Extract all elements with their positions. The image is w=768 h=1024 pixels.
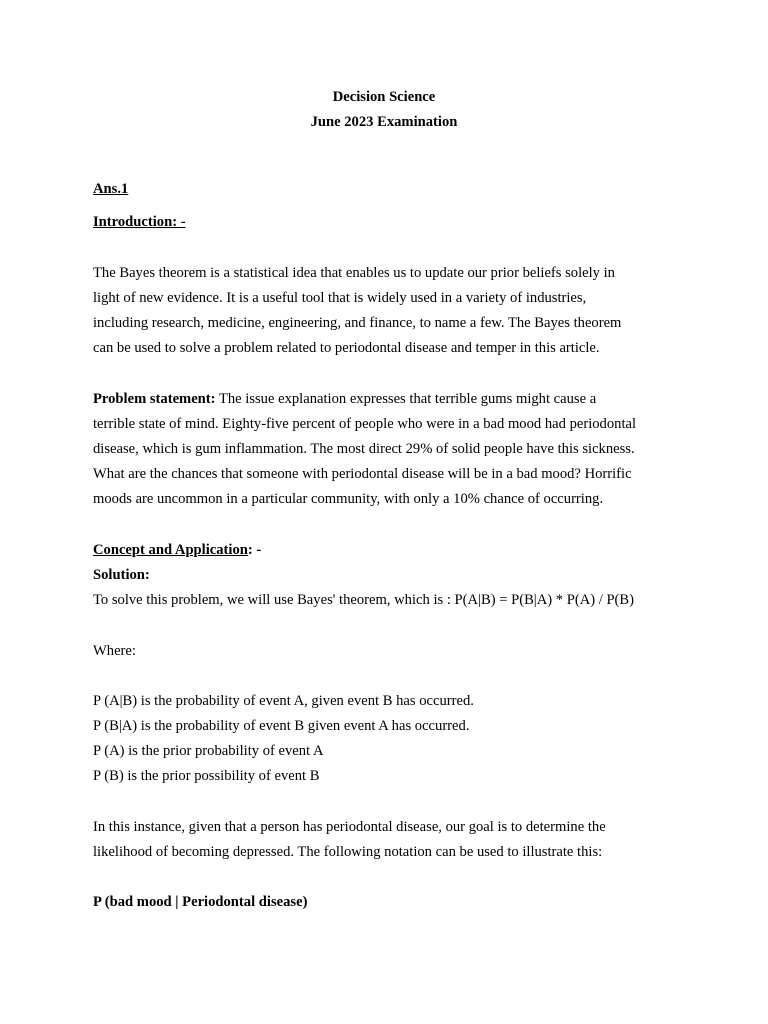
notation-line: P (bad mood | Periodontal disease) <box>93 894 308 910</box>
definition-line: P (B) is the prior possibility of event B <box>93 768 320 784</box>
answer-label: Ans.1 <box>93 181 129 197</box>
instance-line: In this instance, given that a person has periodontal disease, our goal is to determine the <box>93 819 606 835</box>
definition-line: P (A) is the prior probability of event A <box>93 743 324 759</box>
problem-line: disease, which is gum inflammation. The most direct 29% of solid people have this sickness. <box>93 441 635 457</box>
concept-heading-line <box>93 541 261 559</box>
introduction-line: can be used to solve a problem related to periodontal disease and temper in this article. <box>93 340 600 356</box>
where-label: Where: <box>93 643 136 659</box>
problem-statement-first-line <box>93 390 596 408</box>
solution-label: Solution: <box>93 567 150 583</box>
document-title: Decision Science <box>332 89 436 105</box>
problem-line: What are the chances that someone with periodontal disease will be in a bad mood? Horrific <box>93 466 632 482</box>
problem-statement-label: Problem statement: <box>93 391 216 407</box>
introduction-line: light of new evidence. It is a useful tool that is widely used in a variety of industries, <box>93 290 587 306</box>
problem-line: moods are uncommon in a particular community, with only a 10% chance of occurring. <box>93 491 604 507</box>
concept-heading-suffix: : - <box>247 542 262 558</box>
document-subtitle: June 2023 Examination <box>310 114 458 130</box>
definition-line: P (A|B) is the probability of event A, given event B has occurred. <box>93 693 474 709</box>
introduction-line: The Bayes theorem is a statistical idea that enables us to update our prior beliefs solely in <box>93 265 615 281</box>
problem-statement-text: The issue explanation expresses that terrible gums might cause a <box>215 391 597 407</box>
concept-heading: Concept and Application <box>93 542 248 558</box>
formula-line: To solve this problem, we will use Bayes' theorem, which is : P(A|B) = P(B|A) * P(A) / P(B) <box>93 592 635 608</box>
definition-line: P (B|A) is the probability of event B given event A has occurred. <box>93 718 470 734</box>
introduction-heading: Introduction: - <box>93 214 186 230</box>
problem-line: terrible state of mind. Eighty-five percent of people who were in a bad mood had periodontal <box>93 416 637 432</box>
instance-line: likelihood of becoming depressed. The following notation can be used to illustrate this: <box>93 844 603 860</box>
introduction-line: including research, medicine, engineering, and finance, to name a few. The Bayes theorem <box>93 315 622 331</box>
